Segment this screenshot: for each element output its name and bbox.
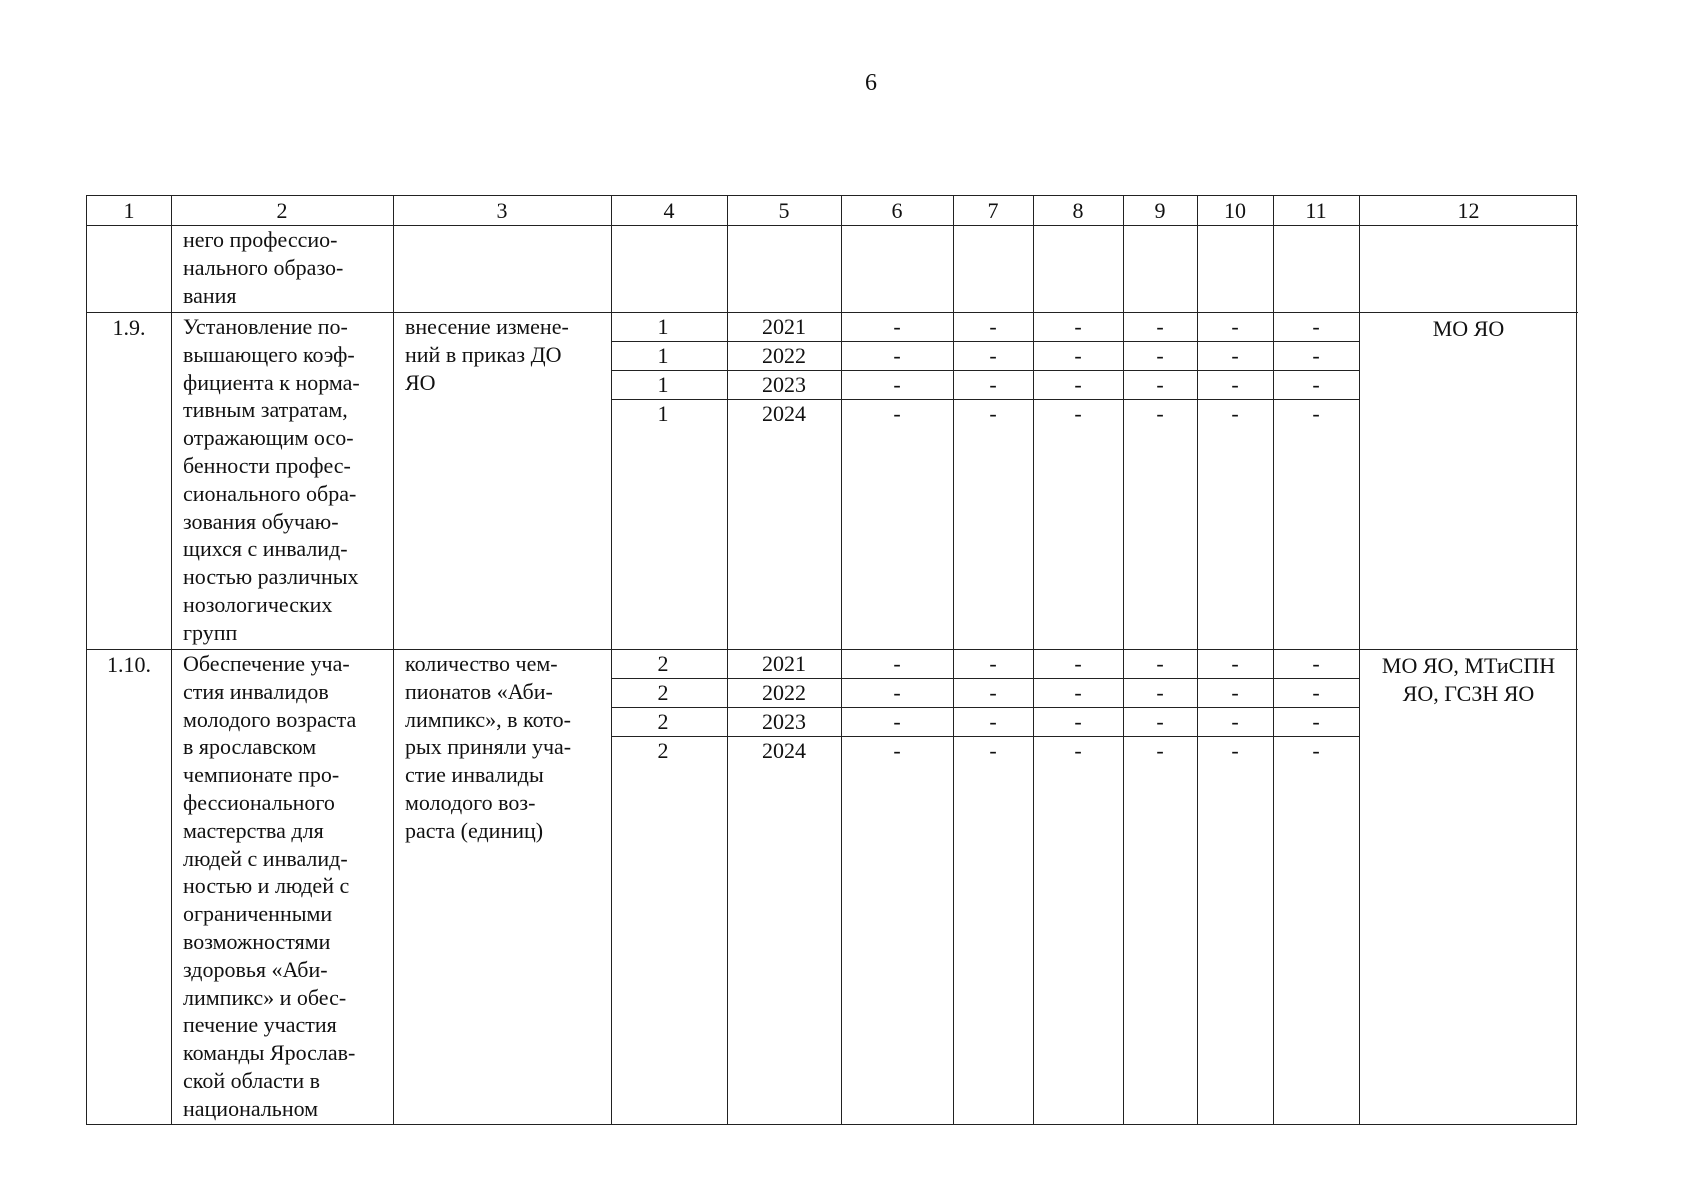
empty-value: - xyxy=(1074,738,1082,763)
cell-text: здоровья «Аби- xyxy=(183,956,328,982)
cell-text: национальном xyxy=(183,1095,319,1121)
empty-value: - xyxy=(893,372,901,397)
cell-text: нального образо- xyxy=(183,254,344,280)
cell-text: раста (единиц) xyxy=(405,817,544,843)
responsible-text: ЯО, ГСЗН ЯО xyxy=(1402,681,1535,706)
empty-value: - xyxy=(1312,401,1320,426)
empty-value: - xyxy=(989,343,997,368)
empty-value: - xyxy=(1074,709,1082,734)
cell-text: внесение измене- xyxy=(405,314,569,339)
year-value: 2024 xyxy=(762,738,806,763)
cell-text: стие инвалиды xyxy=(405,762,544,788)
empty-value: - xyxy=(1156,401,1164,426)
cell-text: Установление по- xyxy=(183,314,348,339)
cell-text: ний в приказ ДО xyxy=(405,341,562,367)
empty-value: - xyxy=(1312,314,1320,339)
cell-text: молодого возраста xyxy=(183,706,357,732)
empty-value: - xyxy=(989,401,997,426)
year-value: 2023 xyxy=(762,372,806,397)
empty-value: - xyxy=(1156,738,1164,763)
cell-text: печение участия xyxy=(183,1012,337,1038)
empty-value: - xyxy=(1074,372,1082,397)
header-cell: 12 xyxy=(1457,198,1480,223)
header-cell: 8 xyxy=(1072,198,1084,223)
header-cell: 5 xyxy=(778,198,790,223)
cell-text: людей с инвалид- xyxy=(183,845,348,871)
cell-text: молодого воз- xyxy=(405,790,536,815)
empty-value: - xyxy=(893,680,901,705)
empty-value: - xyxy=(1156,680,1164,705)
row-number: 1.9. xyxy=(112,315,146,340)
empty-value: - xyxy=(893,709,901,734)
empty-value: - xyxy=(1231,372,1239,397)
target-value: 2 xyxy=(657,651,669,676)
empty-value: - xyxy=(1156,651,1164,676)
cell-text: возможностями xyxy=(183,929,331,954)
empty-value: - xyxy=(1074,401,1082,426)
empty-value: - xyxy=(1156,343,1164,368)
cell-text: в ярославском xyxy=(183,734,317,760)
target-value: 2 xyxy=(657,709,669,734)
cell-text: нозологических xyxy=(183,592,333,617)
header-cell: 11 xyxy=(1305,198,1327,223)
cell-text: ской области в xyxy=(183,1068,321,1093)
header-cell: 3 xyxy=(496,198,508,223)
cell-text: вания xyxy=(183,282,237,308)
header-cell: 6 xyxy=(891,198,903,223)
cell-text: щихся с инвалид- xyxy=(183,536,348,562)
empty-value: - xyxy=(1074,680,1082,705)
cell-text: ностью различных xyxy=(183,564,359,590)
empty-value: - xyxy=(893,738,901,763)
header-cell: 9 xyxy=(1154,198,1166,223)
cell-text: ностью и людей с xyxy=(183,873,350,899)
cell-text: сионального обра- xyxy=(183,480,357,506)
empty-value: - xyxy=(1156,709,1164,734)
target-value: 1 xyxy=(657,314,669,339)
header-cell: 4 xyxy=(663,198,675,223)
empty-value: - xyxy=(989,738,997,763)
cell-text: лимпикс» и обес- xyxy=(183,984,347,1010)
empty-value: - xyxy=(1312,372,1320,397)
empty-value: - xyxy=(1074,343,1082,368)
empty-value: - xyxy=(1231,709,1239,734)
empty-value: - xyxy=(989,314,997,339)
empty-value: - xyxy=(1231,680,1239,705)
cell-text: лимпикс», в кото- xyxy=(405,706,571,732)
target-value: 1 xyxy=(657,343,669,368)
empty-value: - xyxy=(893,401,901,426)
empty-value: - xyxy=(1312,343,1320,368)
cell-text: ограниченными xyxy=(183,901,333,927)
empty-value: - xyxy=(1231,651,1239,676)
cell-text: стия инвалидов xyxy=(183,678,329,704)
cell-text: команды Ярослав- xyxy=(183,1040,356,1066)
target-value: 1 xyxy=(657,372,669,397)
header-cell: 10 xyxy=(1224,198,1246,223)
year-value: 2023 xyxy=(762,709,806,734)
cell-text: фициента к норма- xyxy=(183,369,360,395)
empty-value: - xyxy=(1312,651,1320,676)
cell-text: тивным затратам, xyxy=(183,397,348,423)
row-number: 1.10. xyxy=(107,652,151,677)
cell-text: зования обучаю- xyxy=(183,508,339,534)
cell-text: него профессио- xyxy=(183,227,338,252)
empty-value: - xyxy=(989,372,997,397)
year-value: 2022 xyxy=(762,680,806,705)
empty-value: - xyxy=(1312,680,1320,705)
empty-value: - xyxy=(1231,738,1239,763)
empty-value: - xyxy=(989,651,997,676)
cell-text: Обеспечение уча- xyxy=(183,651,350,676)
page-number: 6 xyxy=(865,70,877,96)
year-value: 2021 xyxy=(762,314,806,339)
cell-text: чемпионате про- xyxy=(183,762,340,788)
column-divider xyxy=(171,196,172,1124)
header-cell: 2 xyxy=(276,198,288,223)
empty-value: - xyxy=(1231,343,1239,368)
cell-text: вышающего коэф- xyxy=(183,341,355,367)
empty-value: - xyxy=(989,680,997,705)
target-value: 2 xyxy=(657,738,669,763)
year-value: 2022 xyxy=(762,343,806,368)
cell-text: фессионального xyxy=(183,790,335,815)
cell-text: количество чем- xyxy=(405,651,558,676)
cell-text: отражающим осо- xyxy=(183,425,354,451)
header-cell: 7 xyxy=(987,198,999,223)
empty-value: - xyxy=(1231,401,1239,426)
column-divider xyxy=(393,196,394,1124)
target-value: 1 xyxy=(657,401,669,426)
cell-text: бенности профес- xyxy=(183,453,351,478)
empty-value: - xyxy=(1156,372,1164,397)
responsible-text: МО ЯО, МТиСПН xyxy=(1381,653,1556,678)
responsible-text: МО ЯО xyxy=(1432,316,1505,341)
header-cell: 1 xyxy=(123,198,135,223)
empty-value: - xyxy=(1156,314,1164,339)
empty-value: - xyxy=(1074,314,1082,339)
cell-text: групп xyxy=(183,619,238,645)
empty-value: - xyxy=(1312,709,1320,734)
cell-text: пионатов «Аби- xyxy=(405,678,553,704)
empty-value: - xyxy=(1074,651,1082,676)
cell-text: ЯО xyxy=(405,369,436,395)
empty-value: - xyxy=(893,314,901,339)
target-value: 2 xyxy=(657,680,669,705)
empty-value: - xyxy=(989,709,997,734)
empty-value: - xyxy=(1312,738,1320,763)
data-table xyxy=(86,195,1577,1125)
cell-text: рых приняли уча- xyxy=(405,734,572,760)
year-value: 2024 xyxy=(762,401,806,426)
empty-value: - xyxy=(1231,314,1239,339)
empty-value: - xyxy=(893,651,901,676)
year-value: 2021 xyxy=(762,651,806,676)
empty-value: - xyxy=(893,343,901,368)
cell-text: мастерства для xyxy=(183,817,324,843)
